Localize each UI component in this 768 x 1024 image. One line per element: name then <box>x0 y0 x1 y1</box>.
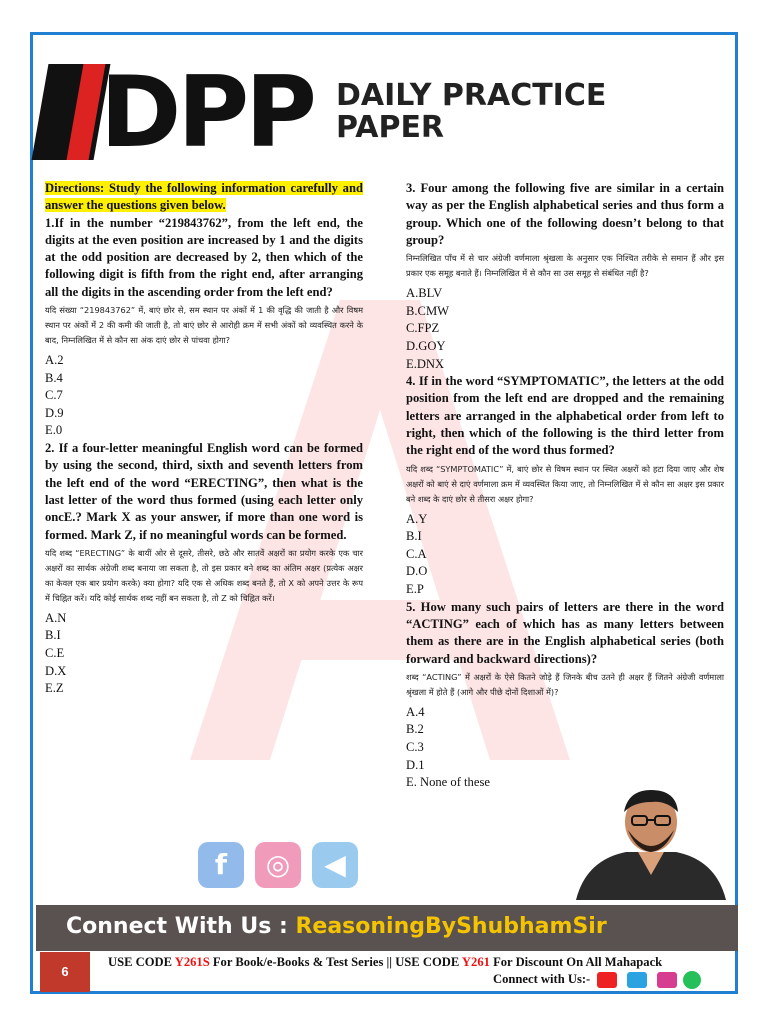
promo-code-2: Y261 <box>461 955 490 969</box>
promo-text-2: For Discount On All Mahapack <box>489 955 663 969</box>
q5-option-b: B.2 <box>406 722 424 737</box>
q3-option-b: B.CMW <box>406 303 450 318</box>
question-1-hindi: यदि संख्या “219843762” में, बाएं छोर से, सम स्थान पर अंकों में 1 की वृद्धि की जाती है और विषम स्थान पर अंकों में 2 की कमी की जाती है, तो बाएं छोर से आरोही क्रम में सभी अंकों को व्यवस्थित करने के बाद, निम्नलिखित में से कौन सा अंक दाएं छोर से पांचवा होगा? <box>45 305 363 346</box>
q5-option-e: E. None of these <box>406 775 490 790</box>
question-2: 2. If a four-letter meaningful English word can be formed by using the second, third, sixth and seventh letters from the left end of the word “ERECTING”, then what is the last letter of the word thus formed (using each letter only oncE.? Mark X as your answer, if more than one word is formed. Mark Z, if no meaningful words can be formed. <box>45 441 363 542</box>
promo-code-1: Y261S <box>174 955 210 969</box>
q2-option-b: B.I <box>45 628 61 643</box>
q4-option-b: B.I <box>406 529 422 544</box>
question-5-hindi: शब्द “ACTING” में अक्षरों के ऐसे कितने जोड़े हैं जिनके बीच उतने ही अक्षर हैं जितने अंग्रेजी वर्णमाला श्रृंखला में होते हैं (आगे और पीछे दोनों दिशाओं में)? <box>406 671 724 697</box>
q1-option-a: A.2 <box>45 353 64 368</box>
directions <box>45 180 363 215</box>
q3-option-d: D.GOY <box>406 338 446 353</box>
q2-option-c: C.E <box>45 646 65 661</box>
question-3-hindi: निम्नलिखित पाँच में से चार अंग्रेजी वर्णमाला श्रृंखला के अनुसार एक निश्चित तरीके से समान हैं और इस प्रकार एक समूह बनाते हैं। निम्नलिखित में से कौन सा उस समूह से संबंधित नहीं है? <box>406 253 724 279</box>
q2-option-e: E.Z <box>45 681 64 696</box>
q4-option-e: E.P <box>406 582 424 597</box>
left-column <box>45 180 363 698</box>
instagram-icon[interactable]: ◎ <box>255 842 301 888</box>
q4-option-c: C.A <box>406 546 427 561</box>
question-4: 4. If in the word “SYMPTOMATIC”, the letters at the odd position from the left end are dropped and the remaining letters are arranged in the alphabetical order from left to right, then which of the following is the third letter from the right end of the word thus formed? <box>406 374 724 458</box>
directions-text: Directions: Study the following information carefully and answer the questions given below. <box>45 181 363 213</box>
q2-option-d: D.X <box>45 663 67 678</box>
connect-prefix: Connect With Us : <box>66 914 296 939</box>
telegram-icon[interactable]: ◀ <box>312 842 358 888</box>
question-2-hindi: यदि शब्द “ERECTING” के बायीं ओर से दूसरे, तीसरे, छठे और सातवें अक्षरों का प्रयोग करके एक चार अक्षरों का सार्थक अंग्रेजी शब्द बनाया जा सकता है, तो इस प्रकार बने शब्द का अंतिम अक्षर (प्रत्येक अक्षर का केवल एक बार प्रयोग करके) क्या होगा? यदि एक से अधिक शब्द बनते हैं, तो X को अपने उत्तर के रूप में चिह्नित करें। यदि कोई सार्थक शब्द नहीं बन सकता है, तो Z को चिह्नित करें। <box>45 547 363 603</box>
header-title <box>336 80 606 144</box>
q4-option-a: A.Y <box>406 511 428 526</box>
connect-text <box>66 914 607 939</box>
q3-option-c: C.FPZ <box>406 321 440 336</box>
q1-option-c: C.7 <box>45 388 63 403</box>
telegram-small-icon[interactable] <box>627 972 647 988</box>
channel-handle[interactable]: ReasoningByShubhamSir <box>295 914 607 939</box>
q3-option-a: A.BLV <box>406 286 443 301</box>
q2-option-a: A.N <box>45 610 67 625</box>
q1-option-d: D.9 <box>45 405 64 420</box>
q5-option-c: C.3 <box>406 739 424 754</box>
whatsapp-icon[interactable] <box>683 971 701 989</box>
connect-with-us: Connect with Us:- <box>493 972 591 986</box>
q5-option-d: D.1 <box>406 757 425 772</box>
question-3: 3. Four among the following five are similar in a certain way as per the English alphabetical series and thus form a group. Which one of the following doesn’t belong to that group? <box>406 181 724 247</box>
presenter-photo <box>566 790 736 900</box>
question-5: 5. How many such pairs of letters are there in the word “ACTING” each of which has as many letters between them as there are in the English alphabetical series (both forward and backward directions)? <box>406 599 724 666</box>
q1-option-e: E.0 <box>45 423 63 438</box>
q4-option-d: D.O <box>406 564 428 579</box>
youtube-icon[interactable] <box>597 972 617 988</box>
facebook-icon[interactable]: f <box>198 842 244 888</box>
q1-option-b: B.4 <box>45 370 63 385</box>
page-number: 6 <box>40 952 90 992</box>
promo-line <box>108 955 662 970</box>
header-title-line2: PAPER <box>336 110 445 145</box>
promo-use-code: USE CODE <box>108 955 175 969</box>
logo-text: DPP <box>100 56 313 170</box>
q5-option-a: A.4 <box>406 704 425 719</box>
promo-text-1: For Book/e-Books & Test Series || USE CODE <box>209 955 462 969</box>
right-column <box>406 180 724 792</box>
question-4-hindi: यदि शब्द “SYMPTOMATIC” में, बाएं छोर से विषम स्थान पर स्थित अक्षरों को हटा दिया जाए और शेष अक्षरों को बाएं से दाएं वर्णमाला क्रम में व्यवस्थित किया जाए, तो निम्नलिखित में से कौन सा अक्षर इस प्रकार बने शब्द के दाएं छोर से तीसरा अक्षर होगा? <box>406 463 724 504</box>
q3-option-e: E.DNX <box>406 356 445 371</box>
dpp-logo <box>100 56 313 170</box>
header-title-line1: DAILY PRACTICE <box>336 78 607 113</box>
instagram-small-icon[interactable] <box>657 972 677 988</box>
question-1: 1.If in the number “219843762”, from the left end, the digits at the even position are increased by 1 and the digits at the odd position are decreased by 2, then which of the following digit is fifth from the right end, after arranging all the digits in the ascending order from the left end? <box>45 215 363 299</box>
